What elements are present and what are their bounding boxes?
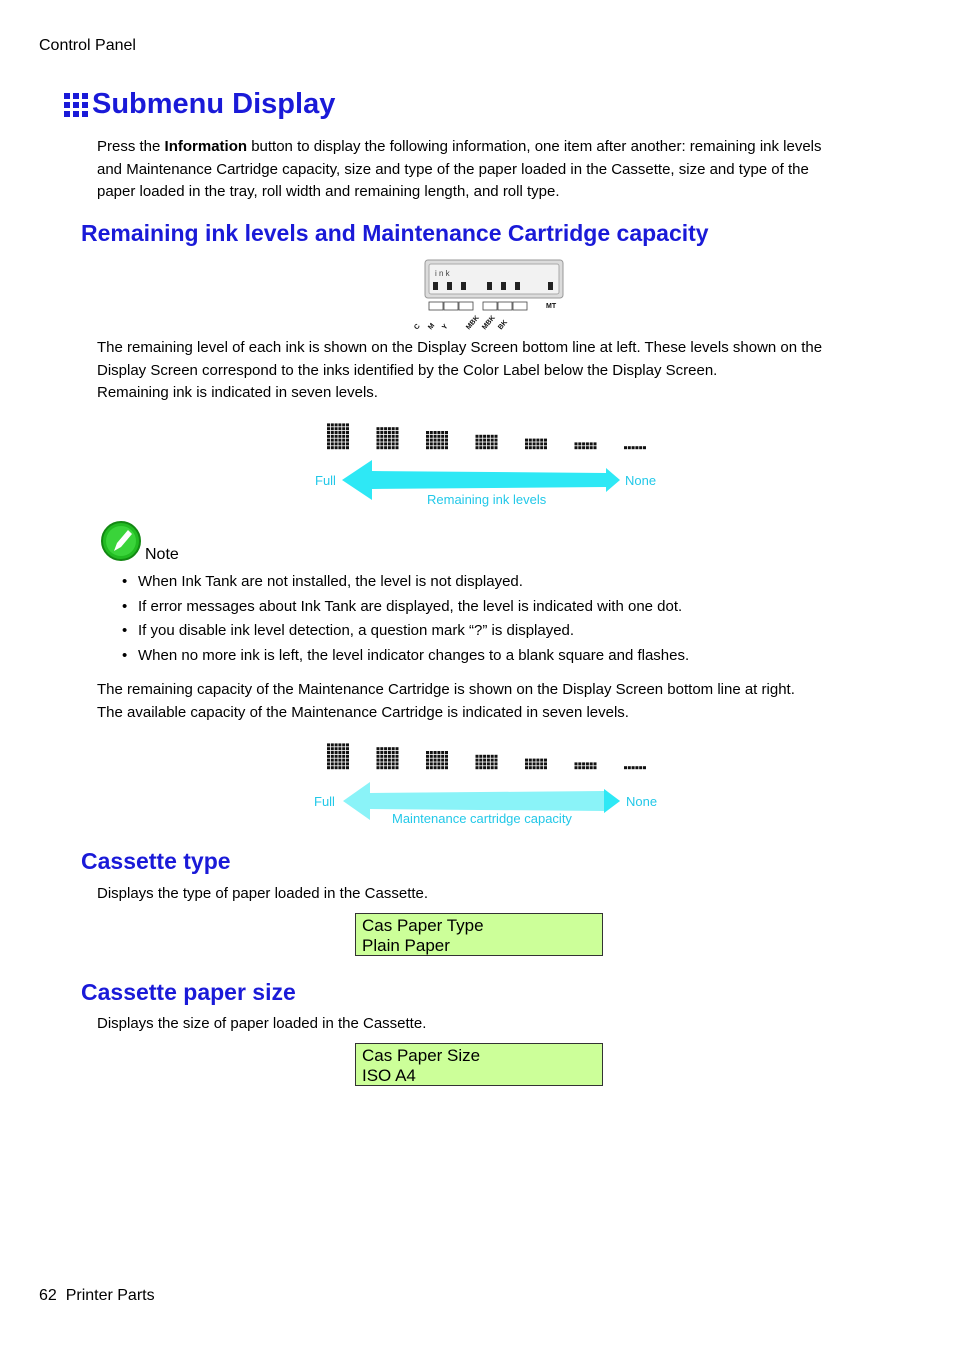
cassette-size-desc: Displays the size of paper loaded in the Cassette. <box>97 1015 427 1032</box>
maintenance-paragraph <box>97 679 887 724</box>
maintenance-text: The remaining capacity of the Maintenance Cartridge is shown on the Display Screen bottom line at right. <box>97 681 795 698</box>
grid-menu-icon <box>64 93 88 117</box>
level-indicator <box>624 766 646 769</box>
bullet: • <box>122 597 128 615</box>
level-indicator <box>624 446 646 449</box>
maintenance-levels-figure <box>310 730 660 830</box>
information-button-name: Information <box>164 138 248 155</box>
ink-section-heading: Remaining ink levels and Maintenance Cartridge capacity <box>81 220 709 246</box>
ink-label-mbk-1: MBK <box>465 314 481 332</box>
page-number: 62 <box>39 1287 57 1304</box>
maintenance-text: The available capacity of the Maintenance Cartridge is indicated in seven levels. <box>97 703 629 721</box>
lcd-line-2: ISO A4 <box>362 1065 416 1085</box>
level-indicator <box>575 762 597 769</box>
level-indicator <box>476 435 498 449</box>
mt-label: MT <box>546 303 557 310</box>
list-item-text: When Ink Tank are not installed, the level is not displayed. <box>138 573 523 590</box>
running-header: Control Panel <box>39 37 136 54</box>
list-item-text: If you disable ink level detection, a question mark “?” is displayed. <box>138 622 575 639</box>
intro-text: and Maintenance Cartridge capacity, size and type of the paper loaded in the Cassette, size and type of the <box>97 160 809 178</box>
list-item <box>122 644 689 669</box>
lcd-line-1: Cas Paper Size <box>362 1046 481 1065</box>
arrow-head <box>604 789 620 813</box>
ink-label-m: M <box>427 322 437 332</box>
level-indicator <box>575 442 597 449</box>
level-indicator <box>525 439 547 450</box>
note-pencil-icon <box>100 520 142 562</box>
ink-label-c: C <box>413 322 422 332</box>
lcd-line-1: Cas Paper Type <box>362 916 484 935</box>
ink-text: Display Screen correspond to the inks identified by the Color Label below the Display Screen. <box>97 361 718 379</box>
display-ink-label: i n k <box>435 269 450 278</box>
level-none-label: None <box>625 473 657 488</box>
ink-paragraph <box>97 337 887 405</box>
footer-section: Printer Parts <box>65 1287 155 1304</box>
ink-levels-figure <box>310 410 660 510</box>
ink-label-bk: BK <box>497 319 510 332</box>
note-title: Note <box>145 546 179 563</box>
list-item-text: When no more ink is left, the level indicator changes to a blank square and flashes. <box>138 646 690 664</box>
page-footer <box>39 1287 155 1305</box>
lcd-display-cassette-type <box>355 913 603 956</box>
ink-label-mbk-2: MBK <box>481 314 497 332</box>
ink-label-y: Y <box>441 323 450 332</box>
list-item <box>122 570 689 595</box>
level-none-label: None <box>626 794 658 809</box>
cassette-type-heading: Cassette type <box>81 848 231 874</box>
intro-text: button to display the following information, one item after another: remaining ink levels <box>247 138 822 155</box>
level-caption: Remaining ink levels <box>427 492 547 507</box>
cassette-type-desc: Displays the type of paper loaded in the Cassette. <box>97 885 429 902</box>
note-list <box>122 570 689 668</box>
page-title <box>64 88 335 121</box>
level-indicator <box>377 427 399 449</box>
level-indicator <box>426 751 448 769</box>
lcd-display-cassette-size <box>355 1043 603 1086</box>
level-full-label: Full <box>314 794 335 809</box>
level-indicator <box>476 755 498 769</box>
list-item <box>122 595 689 620</box>
maintenance-level-indicators <box>327 743 646 769</box>
level-indicator <box>426 431 448 449</box>
list-item-text: If error messages about Ink Tank are displayed, the level is indicated with one dot. <box>138 597 683 615</box>
intro-text: paper loaded in the tray, roll width and remaining length, and roll type. <box>97 183 560 200</box>
intro-text: Press the <box>97 138 165 155</box>
bullet: • <box>122 646 128 664</box>
level-indicator <box>327 423 349 449</box>
level-indicator <box>327 743 349 769</box>
list-item <box>122 619 689 644</box>
bullet: • <box>122 573 128 590</box>
cassette-size-heading: Cassette paper size <box>81 979 296 1005</box>
ink-text: The remaining level of each ink is shown on the Display Screen bottom line at left. These levels shown on the <box>97 339 823 356</box>
level-full-label: Full <box>315 473 336 488</box>
level-caption: Maintenance cartridge capacity <box>392 811 572 826</box>
level-indicator <box>525 759 547 770</box>
ink-text: Remaining ink is indicated in seven levels. <box>97 384 378 401</box>
page-title-text: Submenu Display <box>92 88 336 120</box>
level-indicator <box>377 747 399 769</box>
ink-level-indicators <box>327 423 646 449</box>
ink-display-illustration <box>405 258 575 334</box>
lcd-line-2: Plain Paper <box>362 935 450 955</box>
intro-paragraph <box>97 136 887 204</box>
bullet: • <box>122 622 128 639</box>
